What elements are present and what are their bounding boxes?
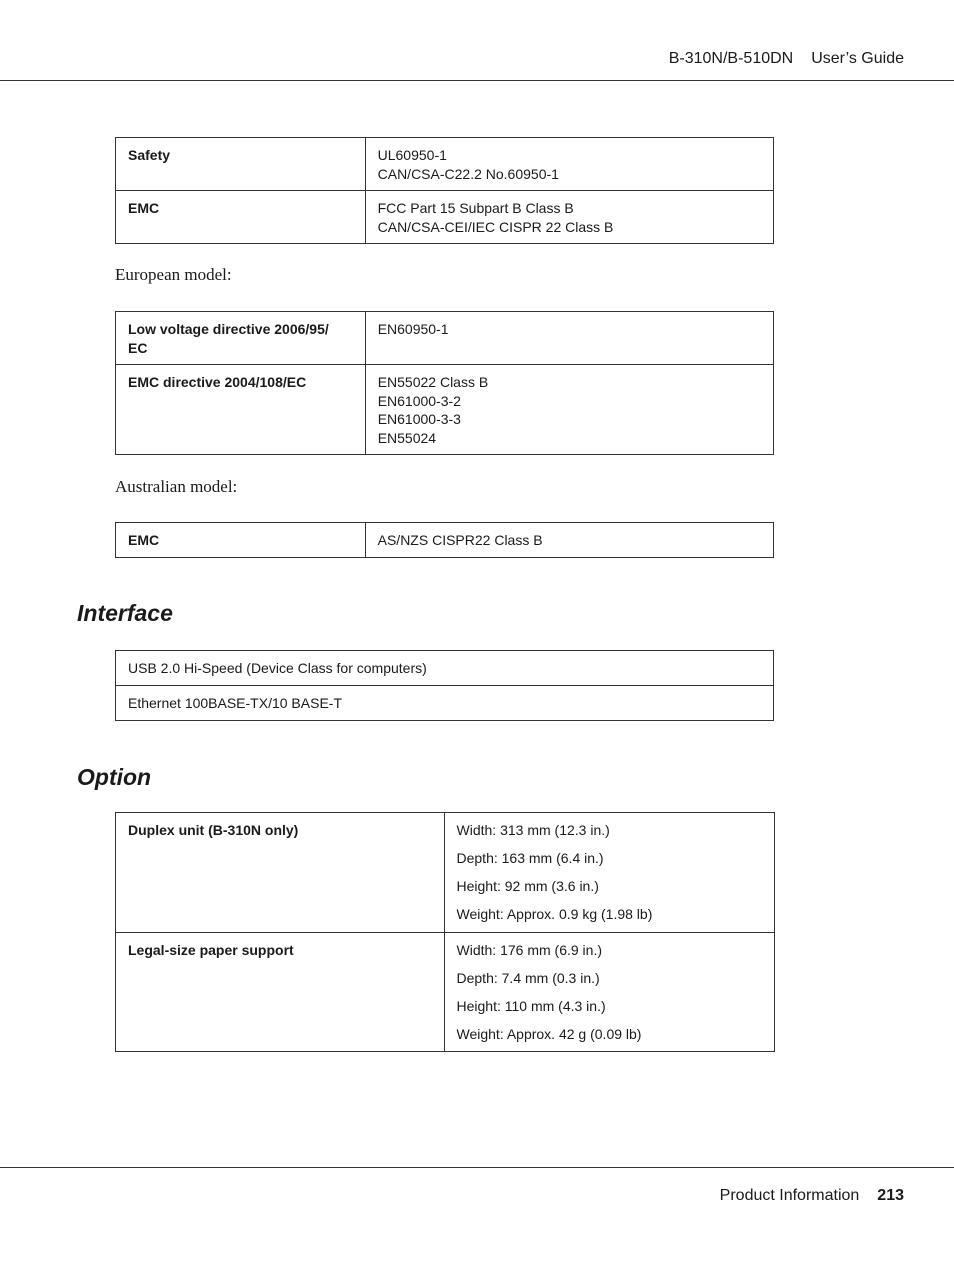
- spec-key-line: EC: [128, 339, 148, 356]
- spec-value: [444, 933, 775, 1052]
- spec-value: [365, 138, 773, 191]
- table-row: [116, 191, 774, 244]
- australian-model-label: Australian model:: [115, 477, 238, 496]
- page-number: 213: [877, 1187, 904, 1204]
- regulatory-table: [115, 137, 774, 244]
- spec-key: [116, 312, 366, 365]
- spec-value-line: EN55022 Class B: [377, 374, 489, 390]
- spec-value: [365, 523, 773, 558]
- spec-value-line: Weight: Approx. 42 g (0.09 lb): [456, 1026, 642, 1042]
- table-row: [116, 933, 775, 1052]
- spec-key-line: EMC directive 2004/108/EC: [128, 374, 307, 390]
- spec-value-line: AS/NZS CISPR22 Class B: [377, 532, 543, 548]
- spec-key: Safety: [116, 138, 366, 191]
- spec-key: Legal-size paper support: [116, 933, 445, 1052]
- table-row: [116, 312, 774, 365]
- spec-value-line: CAN/CSA-C22.2 No.60950-1: [377, 165, 559, 182]
- spec-value-line: Depth: 7.4 mm (0.3 in.): [456, 970, 600, 986]
- option-heading: Option: [77, 764, 152, 790]
- footer-section: Product Information: [719, 1187, 860, 1204]
- spec-key: EMC: [116, 191, 366, 244]
- spec-key: Duplex unit (B-310N only): [116, 813, 445, 933]
- option-table: [115, 812, 775, 1052]
- spec-key: EMC: [116, 523, 366, 558]
- table-row: [116, 523, 774, 558]
- spec-value-line: UL60950-1: [377, 147, 447, 163]
- interface-item: USB 2.0 Hi-Speed (Device Class for computers): [116, 651, 774, 686]
- spec-value-line: Width: 176 mm (6.9 in.): [456, 942, 602, 958]
- spec-value-line: Height: 92 mm (3.6 in.): [456, 878, 599, 894]
- page-header: [0, 0, 954, 81]
- spec-value-line: EN61000-3-3: [377, 411, 461, 427]
- spec-value-line: EN55024: [377, 429, 437, 446]
- australian-table: [115, 522, 774, 558]
- spec-value-line: FCC Part 15 Subpart B Class B: [377, 200, 574, 216]
- header-guide: User’s Guide: [811, 50, 904, 67]
- interface-heading: Interface: [77, 600, 173, 626]
- spec-value: [365, 365, 773, 455]
- table-row: [116, 686, 774, 721]
- spec-value-line: Depth: 163 mm (6.4 in.): [456, 850, 604, 866]
- spec-value-line: Height: 110 mm (4.3 in.): [456, 998, 606, 1014]
- spec-value: [444, 813, 775, 933]
- interface-item: Ethernet 100BASE-TX/10 BASE-T: [116, 686, 774, 721]
- header-text: [669, 50, 904, 68]
- spec-value: [365, 191, 773, 244]
- interface-table: [115, 650, 774, 721]
- spec-key-line: Low voltage directive 2006/95/: [128, 321, 329, 337]
- page-footer: [0, 1167, 954, 1204]
- spec-value-line: Width: 313 mm (12.3 in.): [456, 822, 610, 838]
- spec-value: [365, 312, 773, 365]
- header-model: B-310N/B-510DN: [668, 50, 794, 67]
- spec-value-line: CAN/CSA-CEI/IEC CISPR 22 Class B: [377, 218, 614, 235]
- spec-value-line: Weight: Approx. 0.9 kg (1.98 lb): [456, 906, 653, 922]
- spec-value-line: EN61000-3-2: [377, 392, 461, 409]
- footer-text: [720, 1187, 904, 1205]
- table-row: [116, 813, 775, 933]
- european-table: [115, 311, 774, 455]
- spec-value-line: EN60950-1: [377, 321, 449, 337]
- table-row: [116, 651, 774, 686]
- european-model-label: European model:: [115, 265, 232, 284]
- spec-key: [116, 365, 366, 455]
- table-row: [116, 138, 774, 191]
- table-row: [116, 365, 774, 455]
